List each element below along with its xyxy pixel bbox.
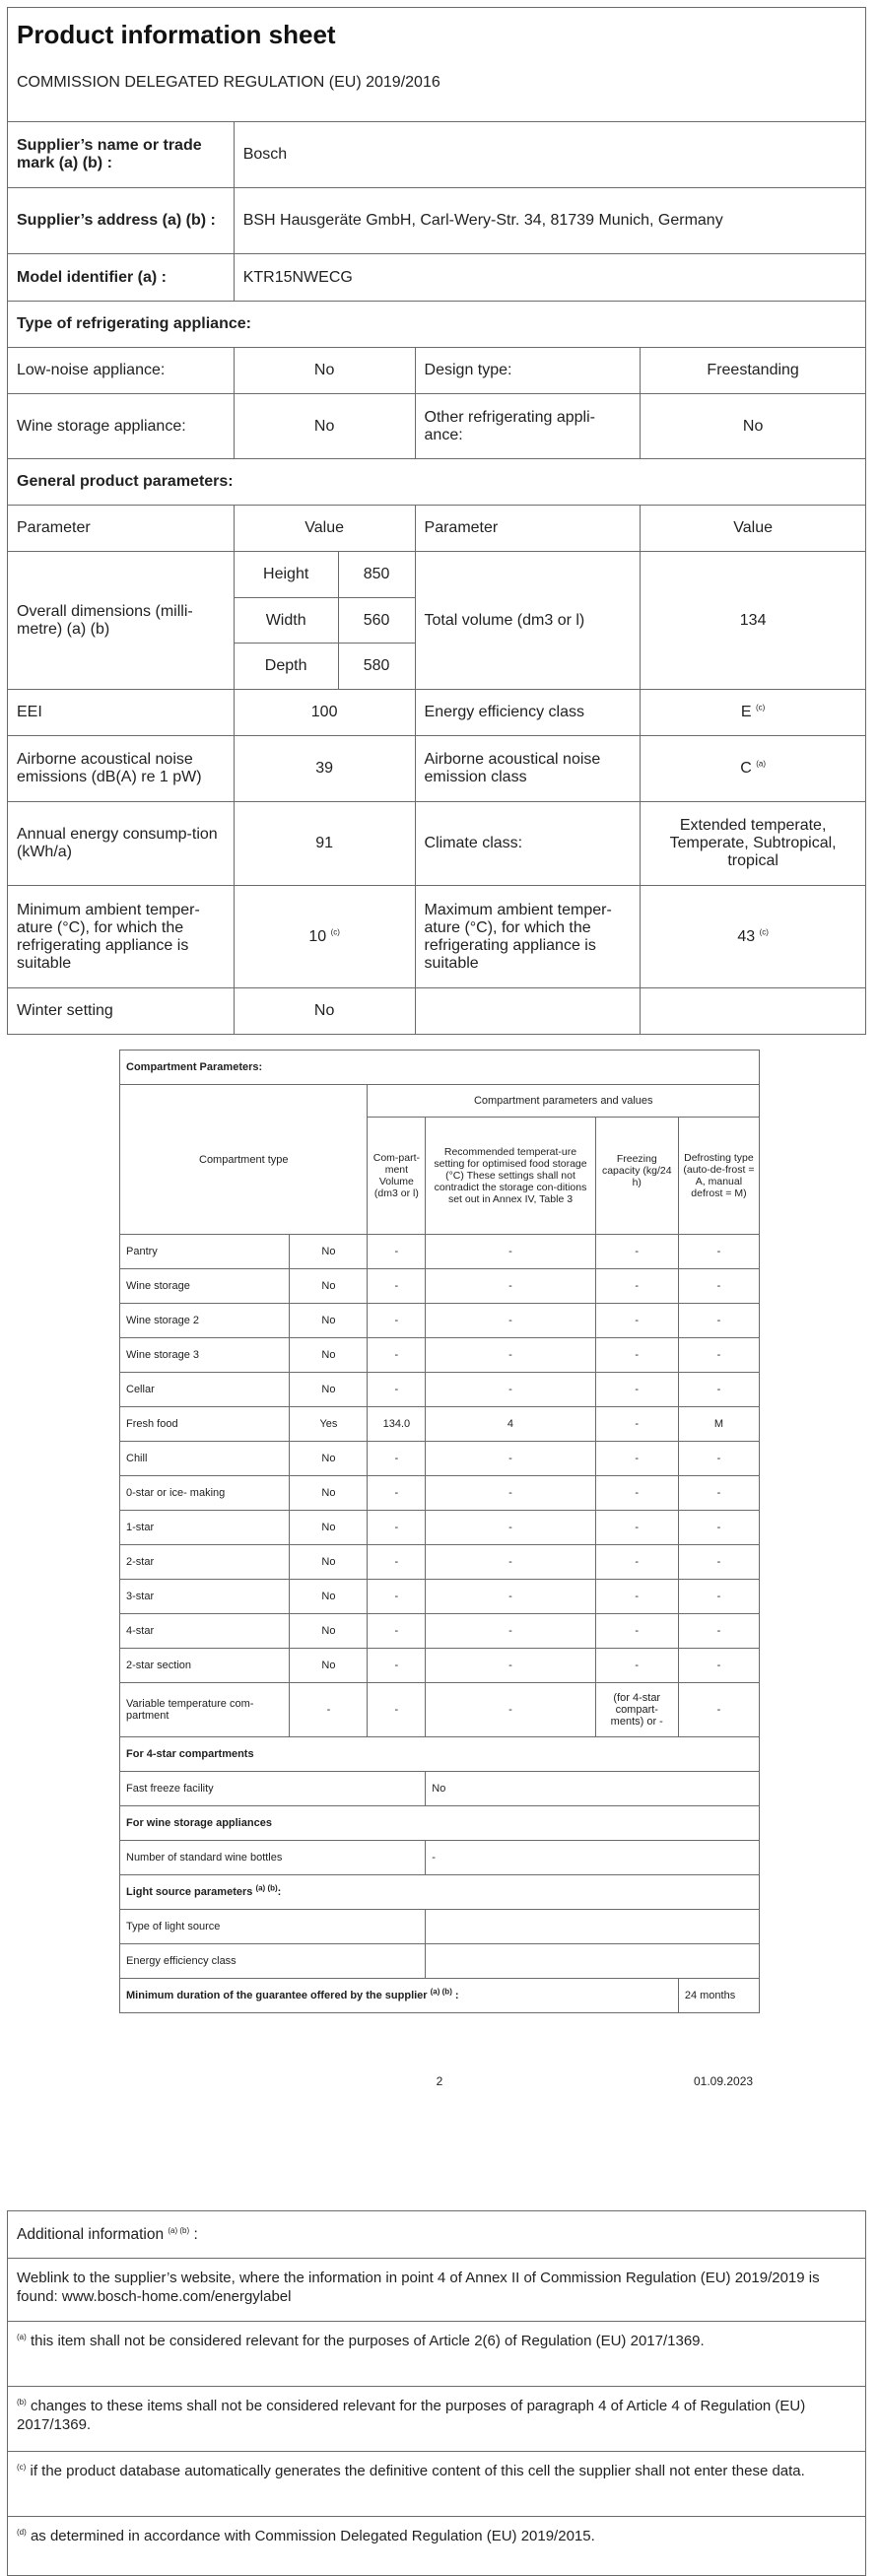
empty-cell [641,988,866,1035]
low-noise-value: No [234,348,415,394]
supplier-address-value: BSH Hausgeräte GmbH, Carl-Wery-Str. 34, 81739 Munich, Germany [234,188,865,254]
parameter-header-2: Parameter [415,506,641,552]
noise-value: 39 [234,736,415,802]
compartment-type-header: Compartment type [120,1085,368,1235]
eei-label: EEI [8,690,235,736]
compartment-volume: - [368,1373,426,1407]
compartment-defrost: - [678,1269,759,1304]
compartment-name: 2-star [120,1545,290,1580]
max-temp-label: Maximum ambient temper-ature (°C), for which the refrigerating appliance is suitable [415,886,641,988]
light-type-label: Type of light source [120,1910,426,1944]
title-cell [8,8,866,122]
compartment-row [120,1476,760,1511]
compartment-temperature: - [426,1614,595,1649]
compartment-present: - [290,1683,368,1737]
footnote-row [8,2517,866,2576]
compartment-defrost: - [678,1614,759,1649]
fast-freeze-value: No [426,1772,760,1806]
compartment-freezing: - [595,1373,678,1407]
compartment-present: No [290,1580,368,1614]
compartment-defrost: - [678,1442,759,1476]
compartment-freezing: - [595,1476,678,1511]
compartment-temperature: - [426,1649,595,1683]
compartment-row [120,1511,760,1545]
compartment-table [119,1050,760,2013]
compartment-freezing: - [595,1235,678,1269]
compartment-name: Wine storage 2 [120,1304,290,1338]
footnote-mark: (a) [17,2333,27,2341]
guarantee-value: 24 months [678,1979,759,2013]
compartment-freezing: (for 4-star compart-ments) or - [595,1683,678,1737]
page-number: 2 [436,2074,443,2088]
energy-class-label: Energy efficiency class [415,690,641,736]
compartment-temperature: - [426,1580,595,1614]
compartment-name: Wine storage [120,1269,290,1304]
annual-energy-label: Annual energy consump-tion (kWh/a) [8,802,235,886]
compartment-defrost: - [678,1373,759,1407]
guarantee-notes: (a) (b) [430,1987,452,1997]
compartment-volume: - [368,1304,426,1338]
compartment-temperature: - [426,1269,595,1304]
climate-class-value: Extended temperate, Temperate, Subtropical, tropical [641,802,866,886]
general-section-heading: General product parameters: [8,459,866,506]
footnote-text: changes to these items shall not be considered relevant for the purposes of paragraph 4 of Article 4 of Regulation (EU) 2017/1369. [17,2398,806,2433]
footnote-text: this item shall not be considered relevant for the purposes of Article 2(6) of Regulation (EU) 2017/1369. [30,2333,705,2349]
compartment-volume: - [368,1614,426,1649]
compartment-freezing: - [595,1269,678,1304]
compartment-row [120,1649,760,1683]
compartment-name: 4-star [120,1614,290,1649]
additional-heading: Additional information [17,2225,165,2243]
footnote-text: as determined in accordance with Commission Delegated Regulation (EU) 2019/2015. [30,2528,595,2544]
compartment-name: 3-star [120,1580,290,1614]
compartment-temperature: - [426,1442,595,1476]
min-temp-label: Minimum ambient temper-ature (°C), for which the refrigerating appliance is suitable [8,886,235,988]
compartment-defrost: - [678,1545,759,1580]
noise-class-value: C [740,760,752,777]
compartment-defrost: - [678,1511,759,1545]
width-label: Width [234,598,338,644]
height-value: 850 [338,552,415,598]
compartment-volume: - [368,1338,426,1373]
compartment-temperature: - [426,1373,595,1407]
compartment-freezing: - [595,1407,678,1442]
compartment-row [120,1683,760,1737]
footnote-row [8,2387,866,2452]
document-date: 01.09.2023 [694,2074,754,2088]
value-header: Value [234,506,415,552]
compartment-temperature: - [426,1235,595,1269]
compartment-freezing: - [595,1649,678,1683]
energy-class-cell [641,690,866,736]
defrost-header: Defrosting type (auto-de-frost = A, manual defrost = M) [678,1118,759,1235]
compartment-present: No [290,1338,368,1373]
footnote-row [8,2452,866,2517]
min-temp-value: 10 [308,927,327,945]
compartment-present: No [290,1235,368,1269]
compartment-present: No [290,1373,368,1407]
compartment-temperature: - [426,1304,595,1338]
supplier-name-label: Supplier’s name or trade mark (a) (b) : [8,122,235,188]
compartment-present: No [290,1649,368,1683]
max-temp-cell [641,886,866,988]
footnote [8,2322,866,2387]
additional-info-table [7,2210,866,2576]
compartment-present: No [290,1476,368,1511]
compartment-temperature: - [426,1545,595,1580]
compartment-temperature: - [426,1511,595,1545]
guarantee-label-cell: Minimum duration of the guarantee offered by the supplier $^{(a) (b)}$ : [120,1979,679,2013]
supplier-name-value: Bosch [234,122,865,188]
dimensions-label: Overall dimensions (milli-metre) (a) (b) [8,552,235,690]
compartment-volume: - [368,1511,426,1545]
compartment-row [120,1235,760,1269]
wine-storage-value: No [234,394,415,459]
wine-bottles-label: Number of standard wine bottles [120,1841,426,1875]
compartment-name: Pantry [120,1235,290,1269]
compartment-row [120,1442,760,1476]
footnote-mark: (b) [17,2398,27,2407]
compartment-temperature: - [426,1476,595,1511]
compartment-defrost: - [678,1338,759,1373]
compartment-row [120,1373,760,1407]
compartment-name: Variable temperature com-partment [120,1683,290,1737]
noise-label: Airborne acoustical noise emissions (dB(A) re 1 pW) [8,736,235,802]
design-type-value: Freestanding [641,348,866,394]
compartment-row [120,1269,760,1304]
wine-heading: For wine storage appliances [120,1806,760,1841]
footnote-mark: (c) [17,2463,27,2472]
compartment-present: No [290,1614,368,1649]
light-class-value [426,1944,760,1979]
wine-bottles-value: - [426,1841,760,1875]
compartment-row [120,1407,760,1442]
guarantee-label: Minimum duration of the guarantee offered by the supplier [126,1990,428,2001]
footnote-row [8,2322,866,2387]
compartment-volume: - [368,1442,426,1476]
supplier-address-label: Supplier’s address (a) (b) : [8,188,235,254]
compartment-present: Yes [290,1407,368,1442]
four-star-heading: For 4-star compartments [120,1737,760,1772]
compartment-volume: - [368,1235,426,1269]
winter-setting-value: No [234,988,415,1035]
parameter-header: Parameter [8,506,235,552]
min-temp-cell [234,886,415,988]
temperature-header: Recommended temperat-ure setting for optimised food storage (°C) These settings shall not contradict the storage con-ditions set out in Annex IV, Table 3 [426,1118,595,1235]
volume-header: Com-part-ment Volume (dm3 or l) [368,1118,426,1235]
energy-class-value: E [740,704,752,720]
model-identifier-label: Model identifier (a) : [8,254,235,302]
empty-cell [415,988,641,1035]
compartment-freezing: - [595,1338,678,1373]
max-temp-note: (c) [759,927,769,937]
compartment-defrost: - [678,1683,759,1737]
min-temp-note: (c) [330,927,340,937]
compartment-volume: - [368,1476,426,1511]
light-source-notes: (a) (b) [255,1883,278,1893]
compartment-name: 0-star or ice- making [120,1476,290,1511]
footnote-text: if the product database automatically generates the definitive content of this cell the supplier shall not enter these data. [30,2463,805,2479]
height-label: Height [234,552,338,598]
depth-label: Depth [234,644,338,690]
other-appliance-label: Other refrigerating appli-ance: [415,394,641,459]
compartment-temperature: 4 [426,1407,595,1442]
compartment-volume: - [368,1269,426,1304]
footnote [8,2452,866,2517]
compartment-freezing: - [595,1511,678,1545]
compartment-name: 1-star [120,1511,290,1545]
energy-class-note: (c) [756,703,766,712]
light-class-label: Energy efficiency class [120,1944,426,1979]
compartment-defrost: - [678,1649,759,1683]
fast-freeze-label: Fast freeze facility [120,1772,426,1806]
light-source-heading-cell: Light source parameters $^{(a) (b)}$: [120,1875,760,1910]
footnote-mark: (d) [17,2528,27,2537]
compartment-volume: - [368,1545,426,1580]
compartment-defrost: - [678,1235,759,1269]
total-volume-label: Total volume (dm3 or l) [415,552,641,690]
annual-energy-value: 91 [234,802,415,886]
compartment-present: No [290,1511,368,1545]
compartment-freezing: - [595,1304,678,1338]
winter-setting-label: Winter setting [8,988,235,1035]
other-appliance-value: No [641,394,866,459]
compartment-row [120,1580,760,1614]
compartment-temperature: - [426,1338,595,1373]
noise-class-label: Airborne acoustical noise emission class [415,736,641,802]
page-title: Product information sheet [17,20,336,49]
noise-class-note: (a) [756,759,767,769]
product-info-table [7,7,866,1035]
compartment-name: Wine storage 3 [120,1338,290,1373]
footnote [8,2517,866,2576]
footnote [8,2387,866,2452]
compartment-temperature: - [426,1683,595,1737]
compartment-defrost: - [678,1580,759,1614]
model-identifier-value: KTR15NWECG [234,254,865,302]
max-temp-value: 43 [737,927,756,945]
width-value: 560 [338,598,415,644]
compartment-defrost: - [678,1476,759,1511]
compartment-present: No [290,1269,368,1304]
low-noise-label: Low-noise appliance: [8,348,235,394]
compartment-name: 2-star section [120,1649,290,1683]
compartment-values-header: Compartment parameters and values [368,1085,760,1118]
light-type-value [426,1910,760,1944]
compartment-volume: 134.0 [368,1407,426,1442]
compartment-present: No [290,1442,368,1476]
compartment-row [120,1545,760,1580]
compartment-row [120,1304,760,1338]
compartment-name: Chill [120,1442,290,1476]
wine-storage-label: Wine storage appliance: [8,394,235,459]
compartment-row [120,1338,760,1373]
compartment-volume: - [368,1683,426,1737]
eei-value: 100 [234,690,415,736]
climate-class-label: Climate class: [415,802,641,886]
compartment-present: No [290,1304,368,1338]
compartment-volume: - [368,1580,426,1614]
compartment-name: Fresh food [120,1407,290,1442]
type-section-heading: Type of refrigerating appliance: [8,302,866,348]
compartment-freezing: - [595,1442,678,1476]
compartment-heading: Compartment Parameters: [120,1051,760,1085]
compartment-freezing: - [595,1580,678,1614]
compartment-defrost: - [678,1304,759,1338]
design-type-label: Design type: [415,348,641,394]
regulation-subtitle: COMMISSION DELEGATED REGULATION (EU) 2019/2016 [17,74,440,91]
compartment-defrost: M [678,1407,759,1442]
compartment-freezing: - [595,1614,678,1649]
compartment-name: Cellar [120,1373,290,1407]
freezing-header: Freezing capacity (kg/24 h) [595,1118,678,1235]
footnote-rows [8,2322,866,2576]
depth-value: 580 [338,644,415,690]
total-volume-value: 134 [641,552,866,690]
compartment-present: No [290,1545,368,1580]
additional-heading-cell: Additional information $^{(a) (b)}$ : [8,2211,866,2259]
light-source-heading: Light source parameters [126,1886,253,1898]
compartment-volume: - [368,1649,426,1683]
additional-heading-notes: (a) (b) [168,2225,190,2235]
value-header-2: Value [641,506,866,552]
compartment-row [120,1614,760,1649]
compartment-freezing: - [595,1545,678,1580]
weblink-text: Weblink to the supplier’s website, where the information in point 4 of Annex II of Commission Regulation (EU) 2019/2019 is found: www.bosch-home.com/energylabel [8,2259,866,2322]
compartment-rows [120,1235,760,1737]
noise-class-cell [641,736,866,802]
